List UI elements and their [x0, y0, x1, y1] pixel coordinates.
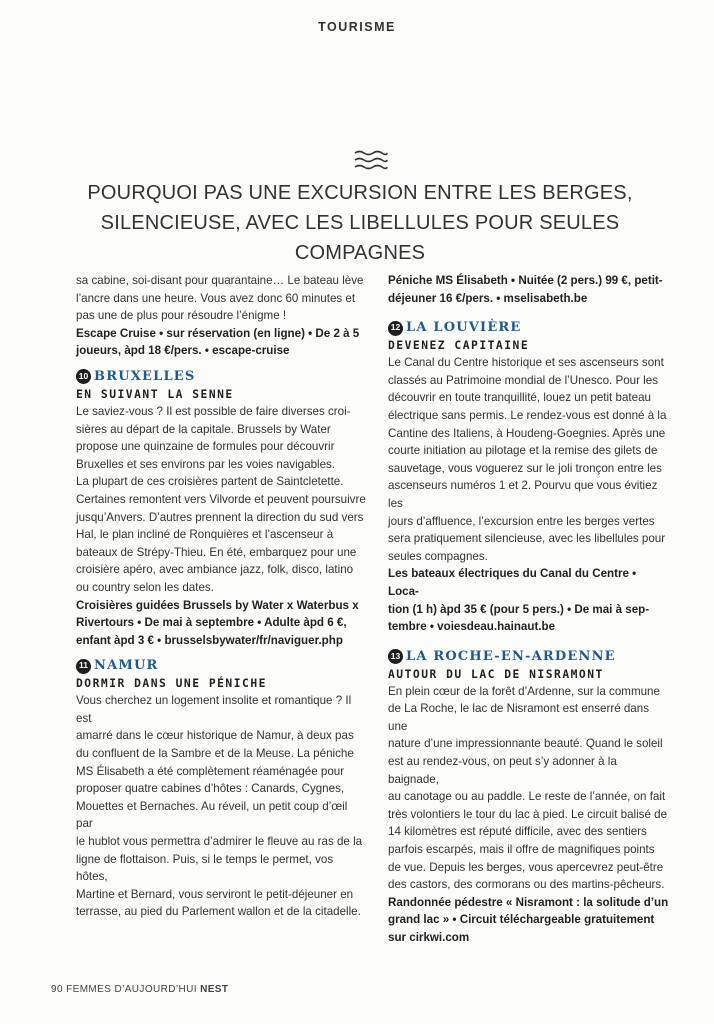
section-heading [388, 648, 670, 666]
section-subtitle: AUTOUR DU LAC DE NISRAMONT [388, 667, 604, 681]
section-heading [388, 319, 670, 337]
text-line: Le Canal du Centre historique et ses ascenseurs sont [388, 356, 664, 370]
section-subtitle: DEVENEZ CAPITAINE [388, 339, 530, 353]
text-line: croisière apéro, avec ambiance jazz, folk, disco, latino [76, 563, 354, 577]
section-heading [76, 368, 366, 386]
text-line: nature d’une impressionnante beauté. Quand le soleil [388, 737, 663, 751]
page-number: 90 [51, 984, 63, 995]
section-namur [76, 657, 366, 921]
section-subtitle: EN SUIVANT LA SENNE [76, 387, 234, 401]
text-line: amarré dans le cœur historique de Namur, à deux pas [76, 729, 354, 743]
text-line: Certaines remontent vers Vilvorde et peuvent poursuivre [76, 492, 366, 506]
text-line: sa cabine, soi-disant pour quarantaine… Le bateau lève [76, 274, 364, 287]
section-body [388, 683, 670, 894]
section-number-badge: 13 [388, 649, 403, 664]
section-city: NAMUR [94, 658, 159, 674]
text-line: des castors, des cormorans ou des martins-pêcheurs. [388, 878, 665, 892]
text-line: La plupart de ces croisières partent de Saintcletette. [76, 475, 344, 489]
text-line: 14 kilomètres est réputé difficile, avec des sentiers [388, 825, 647, 839]
text-line: pas une de plus pour résoudre l’énigme ! [76, 309, 287, 323]
text-line: jusqu’Anvers. D’autres prennent la direction du sud vers [76, 510, 364, 524]
text-line: sera pratiquement silencieuse, avec les libellules pour [388, 532, 666, 546]
section-la-louviere [388, 319, 670, 636]
intro-paragraph [76, 272, 366, 325]
text-line: courte initiation au pilotage et la remise des gilets de [388, 444, 658, 458]
section-number-badge: 12 [388, 321, 403, 336]
text-line: ascenseurs numéros 1 et 2. Pourvu que vous évitiez les [388, 479, 658, 510]
text-line: Martine et Bernard, vous serviront le petit-déjeuner en [76, 887, 354, 901]
section-body [388, 354, 670, 565]
section-body [76, 692, 366, 921]
section-info [76, 597, 366, 650]
text-line: découvrir en toute tranquillité, louez un petit bateau [388, 391, 651, 405]
magazine-brand: NEST [200, 984, 229, 995]
section-info [388, 894, 670, 947]
magazine-name: FEMMES D’AUJOURD’HUI [66, 984, 197, 995]
text-line: Hal, le plan incliné de Ronquières et l’ascenseur à [76, 528, 334, 542]
text-line: jours d’affluence, l’excursion entre les berges vertes [388, 514, 655, 528]
text-line: bateaux de Strépy-Thieu. En été, embarquez pour une [76, 545, 357, 559]
text-line: ligne de flottaison. Puis, si le temps le permet, vos hôtes, [76, 852, 334, 884]
text-line: de vue. Depuis les berges, vous apercevrez peut-être [388, 860, 664, 874]
pull-quote-line-2: SILENCIEUSE, AVEC LES LIBELLULES POUR SEULES COMPAGNES [100, 212, 620, 264]
intro-info [76, 325, 366, 360]
text-line: proposer quatre cabines d’hôtes : Canards, Cygnes, [76, 782, 345, 796]
text-line: de La Roche, le lac de Nisramont est enserré dans une [388, 702, 650, 733]
text-line: l’ancre dans une heure. Vous avez donc 60 minutes et [76, 291, 356, 305]
info-line: enfant àpd 3 € • brusselsbywater/fr/naviguer.php [76, 633, 343, 647]
section-body [76, 403, 366, 597]
section-la-roche-en-ardenne [388, 648, 670, 947]
text-line: Bruxelles et ses environs par les voies navigables. [76, 457, 336, 471]
section-bruxelles [76, 368, 366, 649]
text-line: Cantine des Italiens, à Houdeng-Goegnies. Après une [388, 426, 666, 440]
info-line: Croisières guidées Brussels by Water x Waterbus x [76, 598, 359, 612]
text-line: propose une quinzaine de formules pour découvrir [76, 440, 335, 454]
text-line: Vous cherchez un logement insolite et romantique ? Il est [76, 694, 352, 725]
info-line: Les bateaux électriques du Canal du Centre • Loca- [388, 567, 637, 598]
info-line: joueurs, àpd 18 €/pers. • escape-cruise [76, 344, 290, 358]
info-line: Péniche MS Élisabeth • Nuitée (2 pers.) 99 €, petit- [388, 274, 663, 287]
section-info [388, 565, 670, 635]
left-column [76, 272, 366, 921]
text-line: Le saviez-vous ? Il est possible de faire diverses croi- [76, 404, 351, 418]
text-line: parfois escarpés, mais il offre de magnifiques points [388, 843, 655, 857]
pull-quote-line-1: POURQUOI PAS UNE EXCURSION ENTRE LES BERGES, [87, 182, 633, 204]
text-line: au canotage ou au paddle. Le reste de l’année, on fait [388, 790, 666, 804]
text-line: seules compagnes. [388, 549, 488, 563]
info-line: grand lac » • Circuit téléchargeable gratuitement [388, 913, 655, 927]
info-line: sur cirkwi.com [388, 931, 470, 944]
text-line: électrique sans permis. Le rendez-vous est donné à la [388, 408, 667, 422]
text-line: sauvetage, vous voguerez sur le joli tronçon entre les [388, 461, 662, 475]
section-city: BRUXELLES [94, 369, 196, 385]
text-line: le hublot vous permettra d’admirer le fleuve au ras de la [76, 835, 363, 849]
text-line: Mouettes et Bernaches. Au réveil, un petit coup d’œil par [76, 799, 348, 831]
text-line: ou country selon les dates. [76, 580, 214, 594]
text-line: est au rendez-vous, on peut s’y adonner à la baignade, [388, 755, 617, 786]
text-line: En plein cœur de la forêt d’Ardenne, sur la commune [388, 684, 660, 698]
text-line: sières au départ de la capitale. Brussels by Water [76, 422, 331, 436]
info-line: déjeuner 16 €/pers. • mselisabeth.be [388, 291, 588, 305]
text-line: classés au Patrimoine mondial de l’Unesco. Pour les [388, 373, 659, 387]
section-city: LA LOUVIÈRE [406, 320, 522, 336]
namur-info [388, 272, 670, 307]
section-number-badge: 11 [76, 659, 91, 674]
section-number-badge: 10 [76, 369, 91, 384]
waves-icon [354, 150, 388, 170]
text-line: MS Élisabeth a été complètement réaménagée pour [76, 764, 345, 778]
section-city: LA ROCHE-EN-ARDENNE [406, 648, 616, 664]
info-line: Randonnée pédestre « Nisramont : la solitude d’un [388, 895, 669, 909]
text-line: terrasse, au pied du Parlement wallon et de la citadelle. [76, 905, 361, 919]
info-line: Rivertours • De mai à septembre • Adulte àpd 6 €, [76, 616, 347, 630]
section-subtitle: DORMIR DANS UNE PÉNICHE [76, 677, 267, 691]
section-heading [76, 657, 366, 675]
pull-quote [60, 178, 660, 268]
text-line: très volontiers le tour du lac à pied. Le circuit balisé de [388, 807, 668, 821]
text-line: du confluent de la Sambre et de la Meuse. La péniche [76, 747, 354, 761]
info-line: Escape Cruise • sur réservation (en ligne) • De 2 à 5 [76, 326, 360, 340]
right-column [388, 272, 670, 947]
section-tag: TOURISME [318, 20, 396, 34]
page-footer [51, 984, 228, 995]
info-line: tion (1 h) àpd 35 € (pour 5 pers.) • De mai à sep- [388, 602, 650, 616]
info-line: tembre • voiesdeau.hainaut.be [388, 620, 556, 634]
